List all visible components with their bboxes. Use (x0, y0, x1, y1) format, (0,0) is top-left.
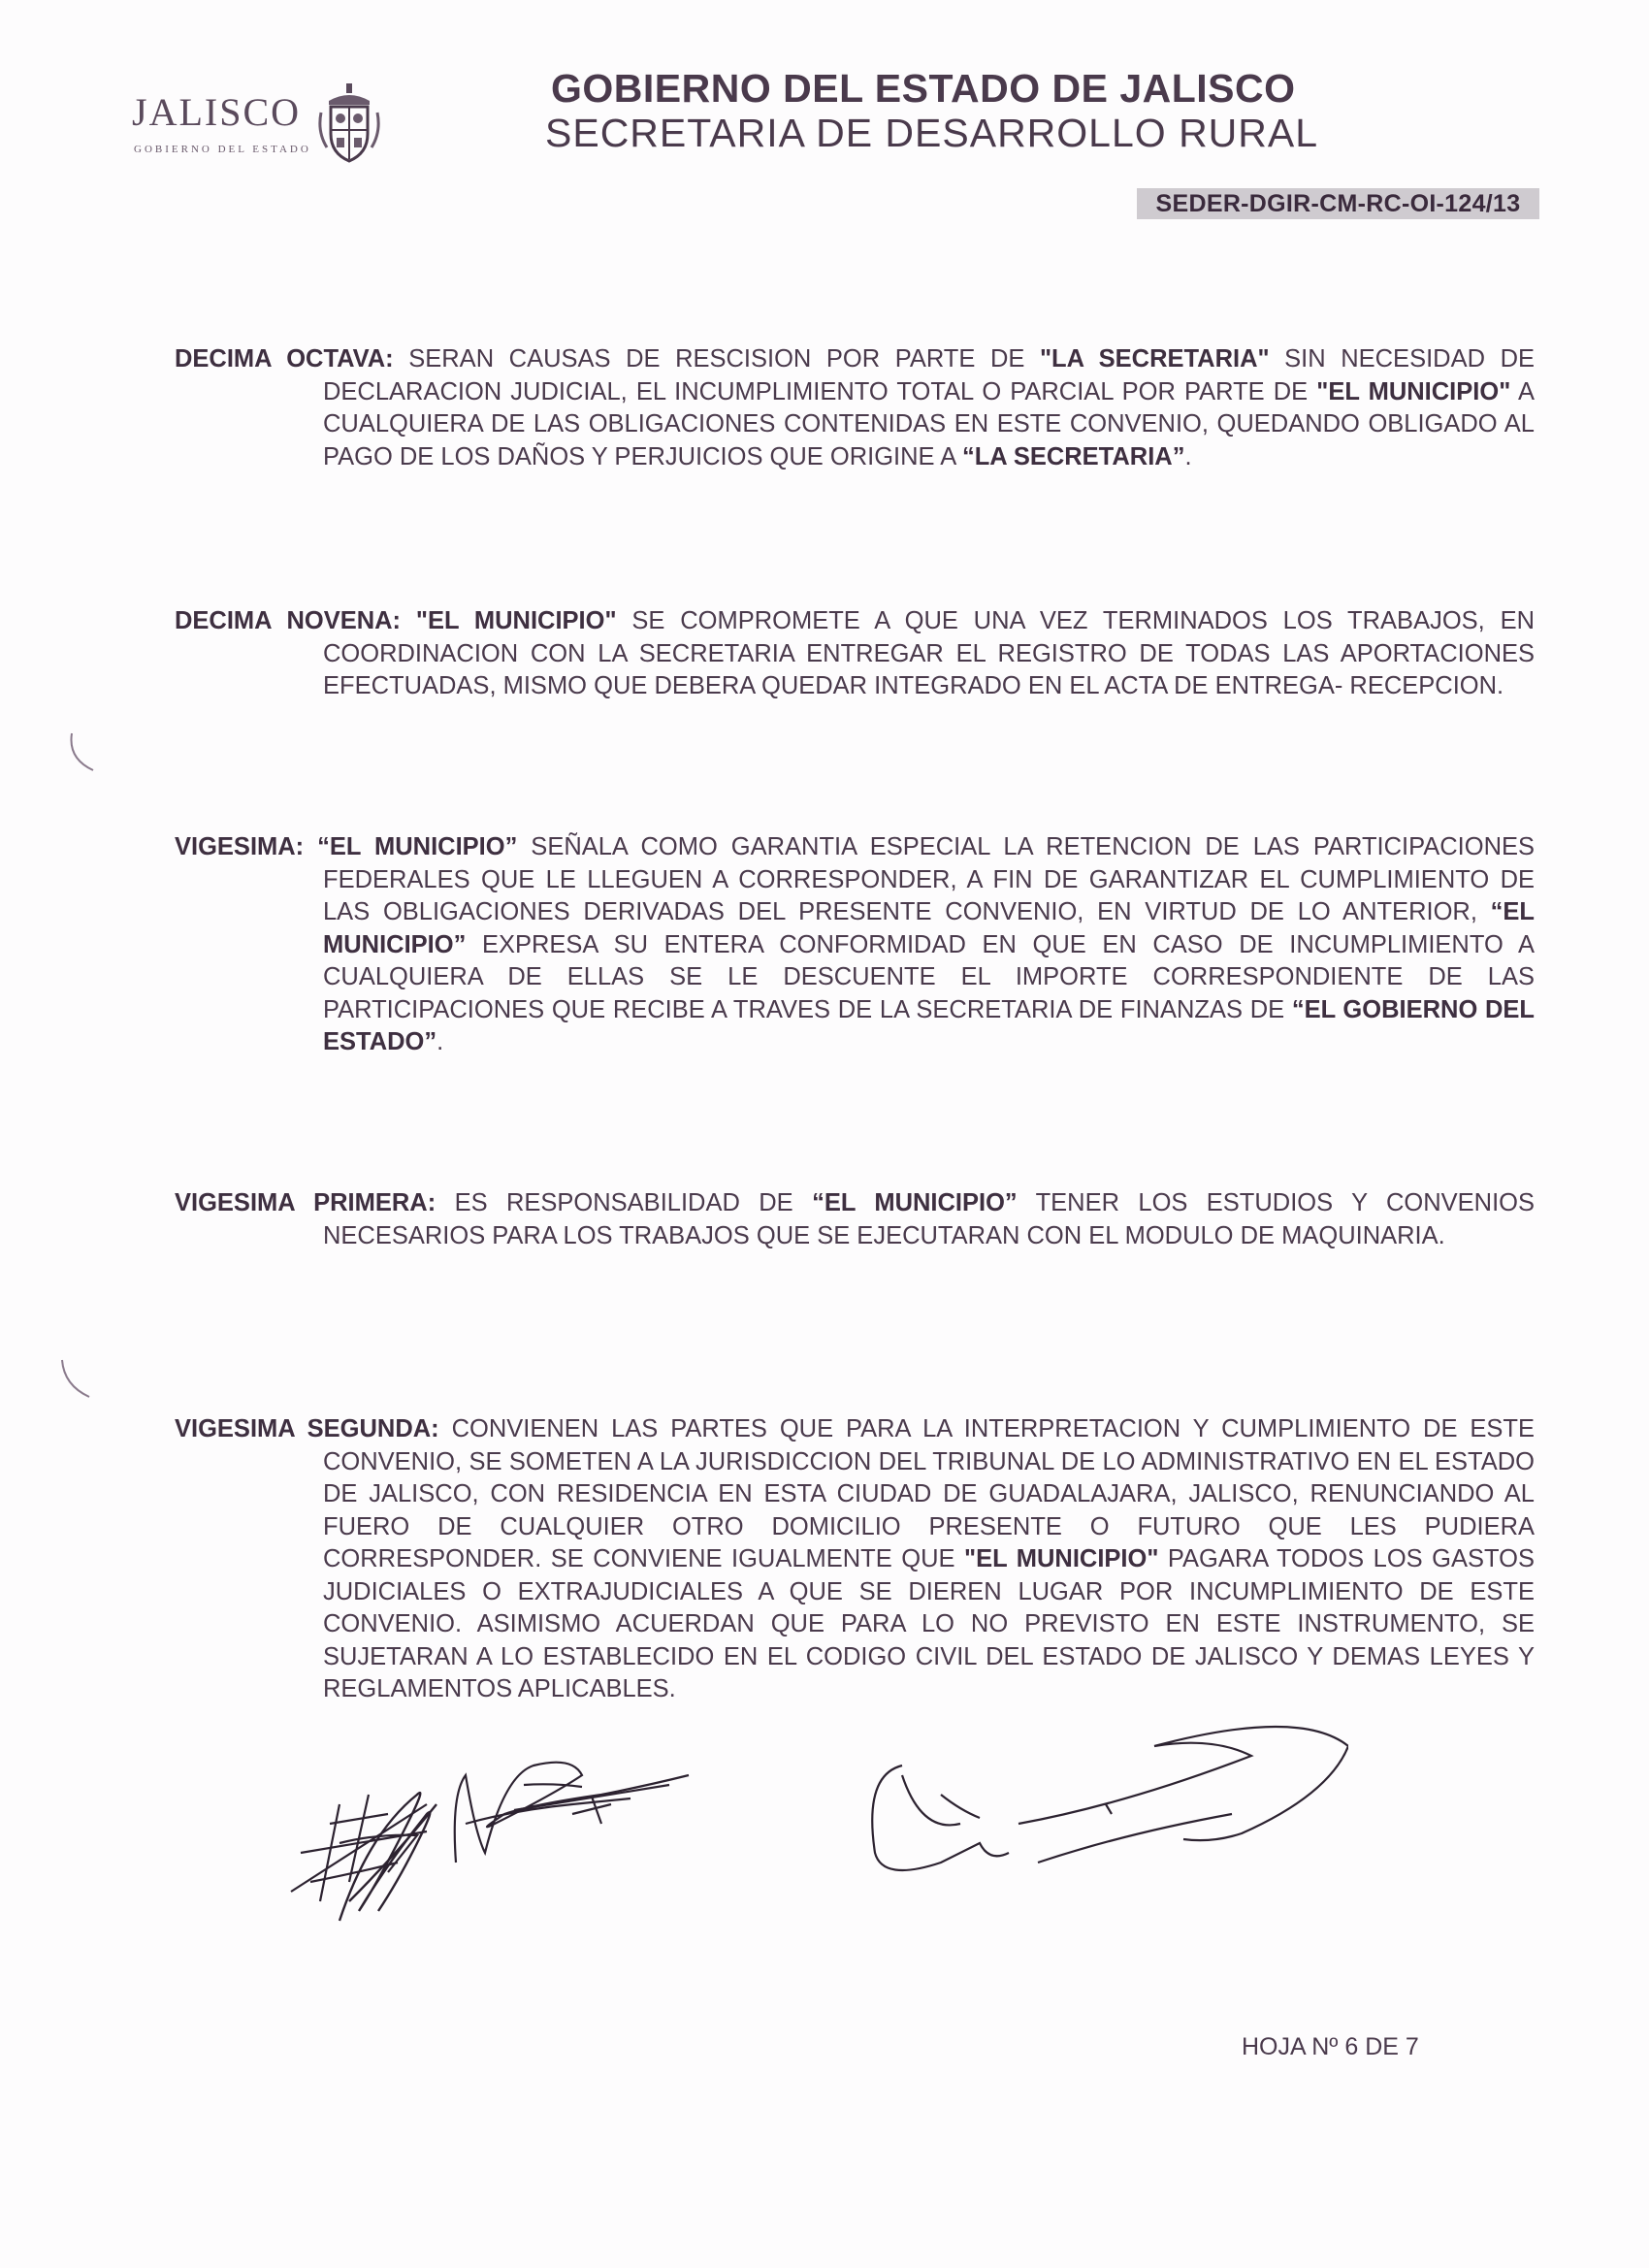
clause-segment: SIN NECESIDAD DE DECLARACION JUDICIAL, EL INCUMPLIMIENTO TOTAL O PARCIAL POR PARTE DE (323, 345, 1535, 405)
signatures (281, 1717, 1348, 1930)
clause-decima-octava (175, 343, 1535, 473)
clause-text (175, 1413, 1535, 1706)
clause-label: VIGESIMA PRIMERA: (175, 1189, 436, 1216)
clause-segment: SERAN CAUSAS DE RESCISION POR PARTE DE (393, 345, 1040, 373)
clause-text (175, 605, 1535, 703)
clause-paragraph (175, 1413, 1535, 1706)
clause-text (175, 831, 1535, 1059)
clause-label: VIGESIMA: (175, 833, 305, 860)
clause-segment: . (1184, 442, 1192, 470)
clause-vigesima (175, 831, 1535, 1059)
party-reference: "EL MUNICIPIO" (964, 1545, 1159, 1572)
clause-decima-novena (175, 605, 1535, 703)
signature-1 (291, 1795, 427, 1901)
clause-segment (304, 833, 317, 860)
party-reference: "LA SECRETARIA" (1039, 345, 1270, 373)
party-reference: “EL MUNICIPIO” (812, 1189, 1018, 1216)
clause-segment: . (436, 1028, 444, 1055)
margin-mark-icon (64, 729, 103, 778)
party-reference: “EL GOBIERNO DEL ESTADO” (323, 995, 1535, 1055)
clause-label: VIGESIMA SEGUNDA: (175, 1415, 439, 1442)
clause-text (175, 1187, 1535, 1252)
party-reference: "EL MUNICIPIO" (415, 607, 617, 634)
clause-paragraph (175, 343, 1535, 473)
jalisco-logo (126, 89, 417, 167)
clause-paragraph (175, 831, 1535, 1059)
clause-segment: TENER LOS ESTUDIOS Y CONVENIOS NECESARIOS PARA LOS TRABAJOS QUE SE EJECUTARAN CON EL MODULO DE MAQUINARIA. (323, 1189, 1536, 1249)
clause-segment: SE COMPROMETE A QUE UNA VEZ TERMINADOS LOS TRABAJOS, EN COORDINACION CON LA SECRETARIA ENTREGAR EL REGISTRO DE TODAS LAS APORTACIONES EFECTUADAS, MISMO QUE DEBERA QUEDAR INTEGRADO EN EL ACTA DE ENTREGA- RECEPCION. (323, 607, 1535, 699)
margin-mark-icon (56, 1354, 95, 1403)
clause-segment: ES RESPONSABILIDAD DE (436, 1189, 813, 1216)
party-reference: "EL MUNICIPIO" (1316, 377, 1511, 405)
clause-segment: SEÑALA COMO GARANTIA ESPECIAL LA RETENCION DE LAS PARTICIPACIONES FEDERALES QUE LE LLEGUEN A CORRESPONDER, A FIN DE GARANTIZAR EL CUMPLIMIENTO DE LAS OBLIGACIONES DERIVADAS DEL PRESENTE CONVENIO, EN VIRTUD DE LO ANTERIOR, (323, 833, 1535, 925)
coat-of-arms-icon (315, 83, 383, 165)
clause-paragraph (175, 1187, 1536, 1252)
clause-segment: CONVIENEN LAS PARTES QUE PARA LA INTERPRETACION Y CUMPLIMIENTO DE ESTE CONVENIO, SE SOMETEN A LA JURISDICCION DEL TRIBUNAL DE LO ADMINISTRATIVO EN EL ESTADO DE JALISCO, CON RESIDENCIA EN ESTA CIUDAD DE GUADALAJARA, JALISCO, RENUNCIANDO AL FUERO DE CUALQUIER OTRO DOMICILIO PRESENTE O FUTURO QUE LES PUDIERA CORRESPONDER. SE CONVIENE IGUALMENTE QUE (323, 1415, 1535, 1572)
government-title: GOBIERNO DEL ESTADO DE JALISCO (551, 66, 1296, 111)
clause-segment: PAGARA TODOS LOS GASTOS JUDICIALES O EXTRAJUDICIALES A QUE SE DIEREN LUGAR POR INCUMPLIMIENTO DE ESTE CONVENIO. ASIMISMO ACUERDAN QUE PARA LO NO PREVISTO EN ESTE INSTRUMENTO, SE SUJETARAN A LO ESTABLECIDO EN EL CODIGO CIVIL DEL ESTADO DE JALISCO Y DEMAS LEYES Y REGLAMENTOS APLICABLES. (323, 1545, 1535, 1702)
clause-text (175, 343, 1535, 473)
party-reference: “EL MUNICIPIO” (317, 833, 518, 860)
clause-label: DECIMA NOVENA: (175, 607, 402, 634)
clause-vigesima-segunda (175, 1413, 1535, 1706)
logo-wordmark: JALISCO (132, 90, 302, 134)
party-reference: “EL MUNICIPIO” (323, 898, 1535, 958)
clause-segment (401, 607, 416, 634)
party-reference: “LA SECRETARIA” (961, 442, 1185, 470)
clause-paragraph (175, 605, 1535, 703)
secretariat-subtitle: SECRETARIA DE DESARROLLO RURAL (545, 111, 1319, 155)
logo-subtext: GOBIERNO DEL ESTADO (134, 144, 311, 155)
signature-4 (872, 1727, 1348, 1870)
clause-segment: EXPRESA SU ENTERA CONFORMIDAD EN QUE EN CASO DE INCUMPLIMIENTO A CUALQUIERA DE ELLAS SE LE DESCUENTE EL IMPORTE CORRESPONDIENTE DE LAS PARTICIPACIONES QUE RECIBE A TRAVES DE LA SECRETARIA DE FINANZAS DE (323, 930, 1535, 1023)
signature-3 (455, 1763, 689, 1863)
clause-vigesima-primera (175, 1187, 1535, 1252)
document-reference-code: SEDER-DGIR-CM-RC-OI-124/13 (1137, 188, 1539, 219)
page-number: HOJA Nº 6 DE 7 (1242, 2033, 1419, 2060)
clause-segment: A CUALQUIERA DE LAS OBLIGACIONES CONTENIDAS EN ESTE CONVENIO, QUEDANDO OBLIGADO AL PAGO DE LOS DAÑOS Y PERJUICIOS QUE ORIGINE A (323, 377, 1535, 470)
clause-label: DECIMA OCTAVA: (175, 345, 394, 373)
